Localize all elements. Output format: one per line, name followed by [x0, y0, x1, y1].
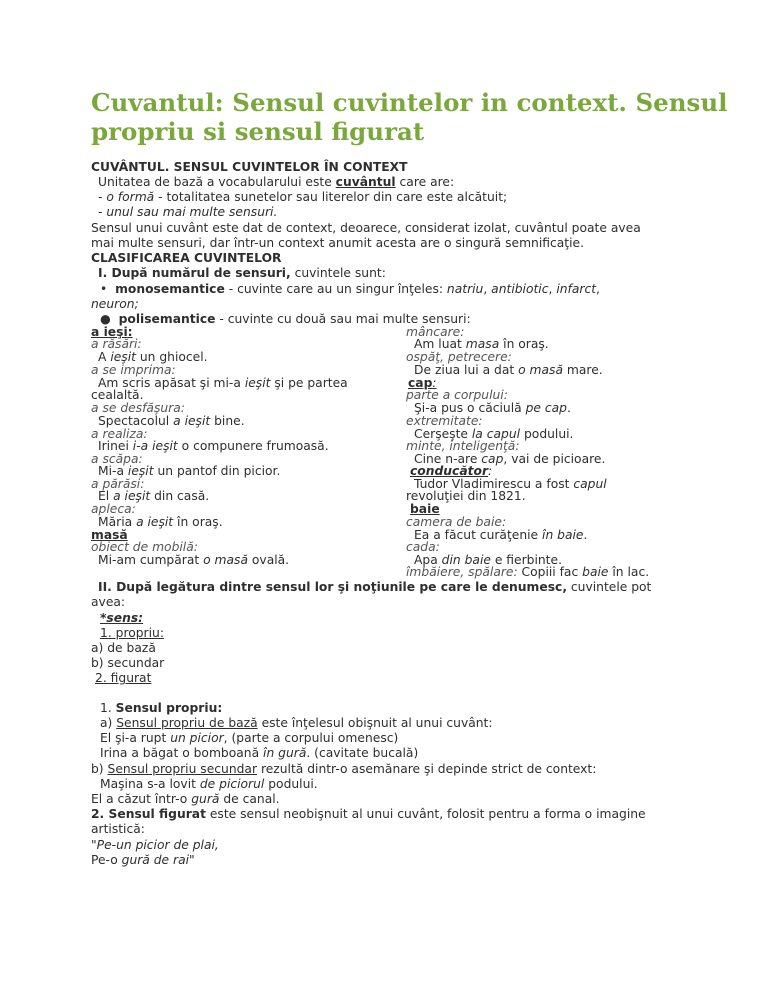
- sens-secundar: b) secundar: [91, 656, 165, 670]
- example-line: A ieşit un ghiocel.: [98, 350, 208, 364]
- example-line: Cine n-are cap, vai de picioare.: [414, 452, 606, 466]
- example-line: Maşina s-a lovit de piciorul podului.: [100, 777, 318, 791]
- para-context-2: mai multe sensuri, dar într-un context anumit acesta are o singură semnificaţie.: [91, 236, 585, 250]
- example-line: Cerşeşte la capul podului.: [414, 427, 574, 441]
- example-line: cealaltă.: [91, 388, 144, 402]
- bullet-icon: ●: [100, 312, 111, 326]
- example-line: îmbăiere, spălare: Copiii fac baie în lac.: [406, 565, 650, 579]
- example-line: Irinei i-a ieşit o compunere frumoasă.: [98, 439, 329, 453]
- sense-label: a părăsi:: [91, 477, 145, 491]
- heading-clasificarea: CLASIFICAREA CUVINTELOR: [91, 251, 282, 265]
- criteria-2: II. După legătura dintre sensul lor şi noţiunile pe care le denumesc, cuvintele pot: [98, 580, 652, 594]
- example-line: Şi-a pus o căciulă pe cap.: [414, 401, 571, 415]
- example-line: El şi-a rupt un picior, (parte a corpului omenesc): [100, 731, 399, 745]
- example-line: Irina a băgat o bomboană în gură. (cavitate bucală): [100, 746, 419, 760]
- word-cap: cap:: [408, 376, 437, 390]
- example-line: Mi-a ieşit un pantof din picior.: [98, 464, 281, 478]
- sense-label: a răsări:: [91, 337, 142, 351]
- sens-heading: *sens:: [100, 611, 144, 625]
- sense-label: obiect de mobilă:: [91, 540, 198, 554]
- sensul-figurat-cont: artistică:: [91, 822, 145, 836]
- word-baie: baie: [410, 502, 440, 516]
- sense-label: mâncare:: [406, 325, 465, 339]
- heading-cuvantul: CUVÂNTUL. SENSUL CUVINTELOR ÎN CONTEXT: [91, 160, 408, 174]
- example-line: Spectacolul a ieşit bine.: [98, 414, 245, 428]
- para-unitatea: Unitatea de bază a vocabularului este cuvântul care are:: [98, 175, 455, 189]
- sensul-propriu-heading: 1. Sensul propriu:: [100, 701, 223, 715]
- sense-label: cada:: [406, 540, 440, 554]
- example-line: Am scris apăsat şi mi-a ieşit şi pe partea: [98, 376, 348, 390]
- sensul-propriu-de-baza: a) Sensul propriu de bază este înţelesul obişnuit al unui cuvânt:: [100, 716, 493, 730]
- word-iesi: a ieşi:: [91, 325, 133, 339]
- para-context-1: Sensul unui cuvânt este dat de context, deoarece, considerat izolat, cuvântul poate avea: [91, 221, 641, 235]
- example-line: Ea a făcut curăţenie în baie.: [414, 528, 588, 542]
- example-line: El a căzut într-o gură de canal.: [91, 792, 280, 806]
- bullet-icon: •: [100, 282, 108, 296]
- sense-label: parte a corpului:: [406, 388, 508, 402]
- page-title: Cuvantul: Sensul cuvintelor in context. Sensul propriu si sensul figurat: [91, 88, 728, 146]
- example-line: De ziua lui a dat o masă mare.: [414, 363, 603, 377]
- monosemantice-neuron: neuron;: [91, 297, 139, 311]
- example-line: El a ieşit din casă.: [98, 489, 210, 503]
- example-line: Tudor Vladimirescu a fost capul: [414, 477, 607, 491]
- word-conducator: conducător:: [410, 464, 493, 478]
- example-line: Apa din baie e fierbinte.: [414, 553, 562, 567]
- quote-line: "Pe-un picior de plai,: [91, 838, 219, 852]
- quote-line: Pe-o gură de rai": [91, 853, 195, 867]
- polisemantice-line: ● polisemantice - cuvinte cu două sau mai multe sensuri:: [100, 312, 471, 326]
- example-line: Am luat masa în oraş.: [414, 337, 549, 351]
- sens-figurat: 2. figurat: [95, 671, 152, 685]
- para-forma: - o formă - totalitatea sunetelor sau literelor din care este alcătuit;: [98, 190, 508, 204]
- sens-de-baza: a) de bază: [91, 641, 156, 655]
- sense-label: a scăpa:: [91, 452, 143, 466]
- sense-label: ospăţ, petrecere:: [406, 350, 512, 364]
- sense-label: a realiza:: [91, 427, 148, 441]
- para-sensuri: - unul sau mai multe sensuri.: [98, 205, 278, 219]
- sensul-propriu-secundar: b) Sensul propriu secundar rezultă dintr-o asemănare şi depinde strict de context:: [91, 762, 597, 776]
- monosemantice-line: • monosemantice - cuvinte care au un singur înţeles: natriu, antibiotic, infarct,: [100, 282, 600, 296]
- example-line: Măria a ieşit în oraş.: [98, 515, 223, 529]
- word-masa: masă: [91, 528, 128, 542]
- sense-label: camera de baie:: [406, 515, 507, 529]
- sense-label: extremitate:: [406, 414, 483, 428]
- example-line: Mi-am cumpărat o masă ovală.: [98, 553, 290, 567]
- criteria-1: I. După numărul de sensuri, cuvintele sunt:: [98, 266, 386, 280]
- sensul-figurat: 2. Sensul figurat este sensul neobişnuit al unui cuvânt, folosit pentru a forma o imagine: [91, 807, 646, 821]
- sens-propriu: 1. propriu:: [100, 626, 164, 640]
- criteria-2-cont: avea:: [91, 595, 126, 609]
- sense-label: a se desfăşura:: [91, 401, 185, 415]
- example-line: revoluţiei din 1821.: [406, 489, 526, 503]
- sense-label: minte, inteligenţă:: [406, 439, 520, 453]
- sense-label: a se imprima:: [91, 363, 176, 377]
- sense-label: apleca:: [91, 502, 136, 516]
